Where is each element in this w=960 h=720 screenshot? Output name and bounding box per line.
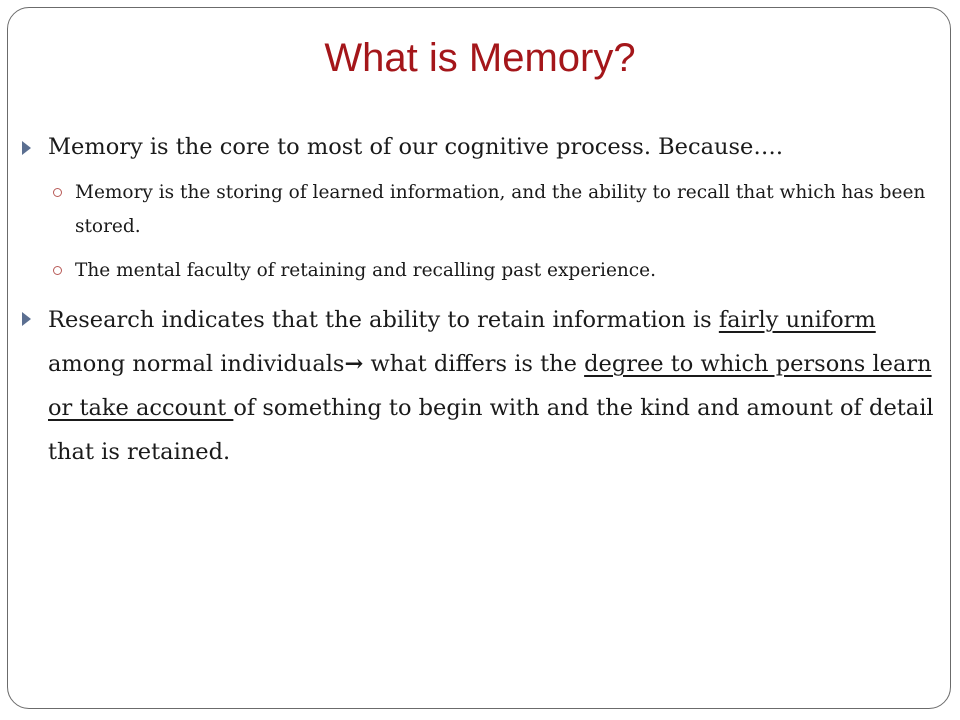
bullet-research — [48, 298, 956, 474]
research-underline-fairly-uniform: fairly uniform — [718, 307, 876, 333]
bullet-memory-core-text: Memory is the core to most of our cognitive process. Because…. — [48, 134, 783, 160]
sub-bullet-storing — [75, 176, 945, 244]
slide-title: What is Memory? — [324, 36, 636, 80]
bullet-memory-core — [48, 131, 956, 164]
sub-bullet-ring-icon — [53, 188, 62, 197]
bullet-arrow-icon — [22, 141, 31, 155]
sub-bullet-faculty-text: The mental faculty of retaining and recalling past experience. — [75, 260, 656, 281]
research-text-3: what differs is the — [363, 351, 585, 377]
research-text-4: of something to begin with and the kind and amount of detail that is retained. — [48, 395, 934, 465]
sub-bullet-faculty — [75, 254, 945, 288]
research-underline-degree: degree to which persons learn or take account — [48, 351, 932, 421]
right-arrow-icon: → — [344, 351, 364, 377]
sub-bullet-storing-text: Memory is the storing of learned information, and the ability to recall that which has been stored. — [75, 182, 926, 237]
bullet-arrow-icon — [22, 312, 31, 326]
research-text-1: Research indicates that the ability to retain information is — [48, 307, 719, 333]
sub-bullet-ring-icon — [53, 266, 62, 275]
research-text-2: among normal individuals — [48, 351, 345, 377]
